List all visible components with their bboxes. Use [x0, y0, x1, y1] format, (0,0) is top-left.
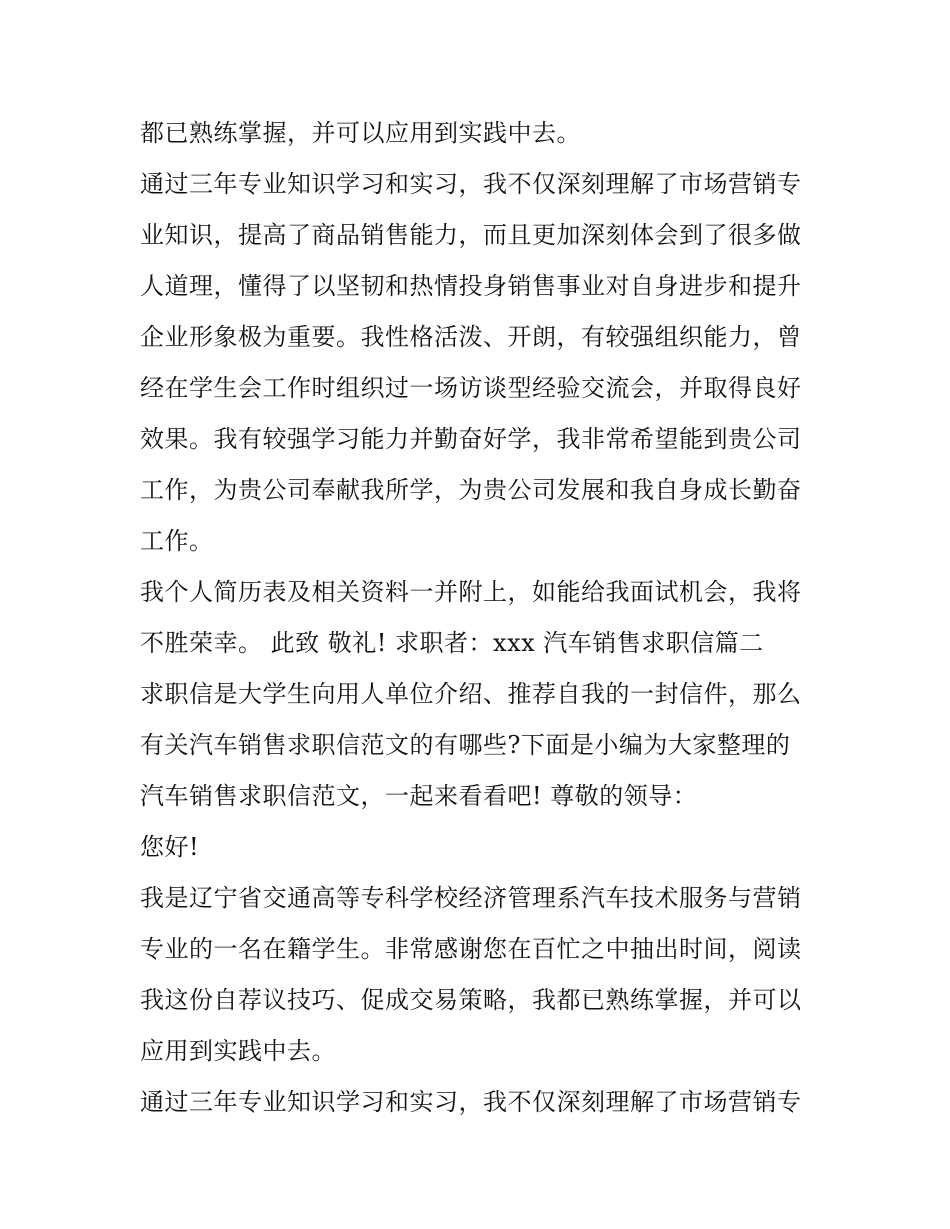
- body-text: [140, 108, 820, 1128]
- text-line-10: 我个人简历表及相关资料一并附上，如能给我面试机会，我将: [140, 578, 802, 606]
- text-line-13: 有关汽车销售求职信范文的有哪些?下面是小编为大家整理的: [140, 731, 791, 759]
- text-line-20: 通过三年专业知识学习和实习，我不仅深刻理解了市场营销专: [140, 1088, 802, 1116]
- text-line-18: 我这份自荐议技巧、促成交易策略，我都已熟练掌握，并可以: [140, 986, 802, 1014]
- text-line-2: 通过三年专业知识学习和实习，我不仅深刻理解了市场营销专: [140, 170, 802, 198]
- text-line-16: 我是辽宁省交通高等专科学校经济管理系汽车技术服务与营销: [140, 884, 802, 912]
- text-line-15: 您好!: [140, 833, 200, 861]
- text-line-6: 经在学生会工作时组织过一场访谈型经验交流会，并取得良好: [140, 374, 802, 402]
- text-line-1: 都已熟练掌握，并可以应用到实践中去。: [140, 119, 581, 147]
- text-line-19: 应用到实践中去。: [140, 1037, 336, 1065]
- text-line-17: 专业的一名在籍学生。非常感谢您在百忙之中抽出时间，阅读: [140, 935, 802, 963]
- text-line-5: 企业形象极为重要。我性格活泼、开朗，有较强组织能力，曾: [140, 323, 802, 351]
- text-line-4: 人道理，懂得了以坚韧和热情投身销售事业对自身进步和提升: [140, 272, 802, 300]
- text-line-8: 工作，为贵公司奉献我所学，为贵公司发展和我自身成长勤奋: [140, 476, 802, 504]
- text-line-12: 求职信是大学生向用人单位介绍、推荐自我的一封信件，那么: [140, 680, 802, 708]
- text-line-14: 汽车销售求职信范文，一起来看看吧! 尊敬的领导：: [140, 782, 698, 810]
- text-line-7: 效果。我有较强学习能力并勤奋好学，我非常希望能到贵公司: [140, 425, 802, 453]
- text-line-3: 业知识，提高了商品销售能力，而且更加深刻体会到了很多做: [140, 221, 802, 249]
- text-line-11: 不胜荣幸。 此致 敬礼! 求职者：xxx 汽车销售求职信篇二: [140, 629, 764, 657]
- text-line-9: 工作。: [140, 527, 214, 555]
